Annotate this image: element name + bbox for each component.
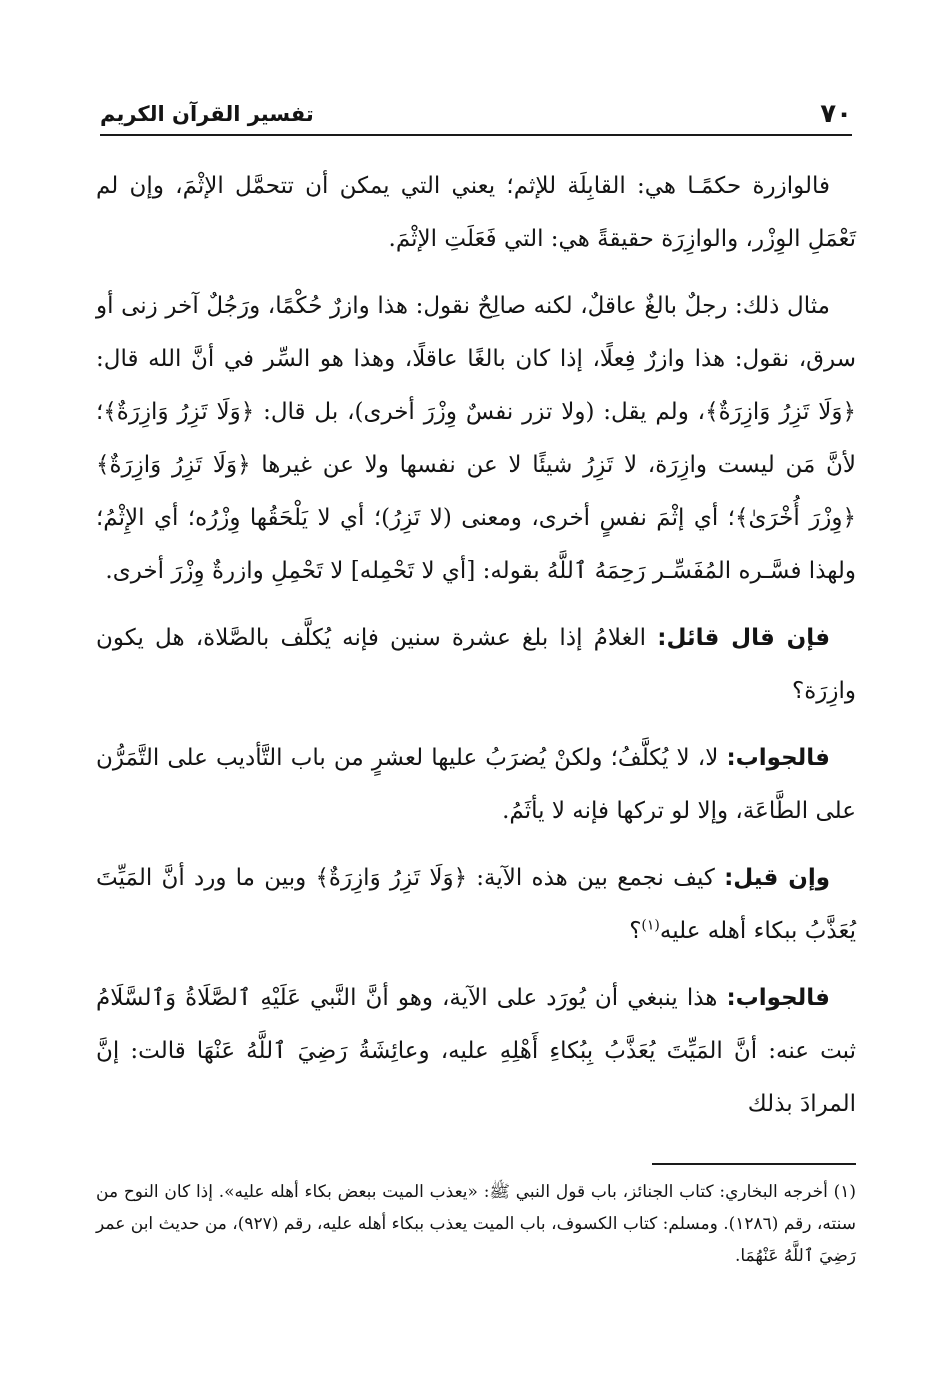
answer-paragraph	[96, 972, 856, 1131]
paragraph	[96, 160, 856, 266]
paragraph-lead: فإن قال قائل:	[657, 625, 831, 651]
header-rule	[100, 134, 852, 136]
footnote-marker[interactable]: (١)	[641, 917, 660, 934]
paragraph-lead: فالجواب:	[726, 745, 830, 771]
question-paragraph	[96, 612, 856, 718]
page-header	[100, 96, 852, 132]
paragraph-text: كيف نجمع بين هذه الآية: ﴿وَلَا تَزِرُ وَازِرَةٌ﴾ وبين ما ورد أنَّ المَيِّتَ يُعَذَّبُ ببكاء أهله عليه	[96, 865, 856, 944]
footnote: (١) أخرجه البخاري: كتاب الجنائز، باب قول النبي ﷺ: «يعذب الميت ببعض بكاء أهله عليه». إذا كان النوح من سنته، رقم (١٢٨٦). ومسلم: كتاب الكسوف، باب الميت يعذب ببكاء أهله عليه، رقم (٩٢٧)، من حديث ابن عمر رَضِيَ ٱللَّهُ عَنْهُمَا.	[96, 1182, 856, 1266]
paragraph-tail: ؟	[629, 918, 642, 944]
main-text	[96, 160, 856, 1145]
page-number: ٧٠	[820, 99, 852, 129]
running-title: تفسير القرآن الكريم	[100, 102, 314, 126]
paragraph-text: لا، لا يُكلَّفُ؛ ولكنْ يُضرَبُ عليها لعشرٍ من باب التَّأديب على التَّمَرُّن على الطَّاعَة، وإلا لو تركها فإنه لا يأثَمُ.	[96, 745, 856, 824]
question-paragraph	[96, 852, 856, 958]
paragraph-text: هذا ينبغي أن يُورَد على الآية، وهو أنَّ النَّبي عَلَيْهِ ٱلصَّلَاةُ وَٱلسَّلَامُ ثبت عنه: أنَّ المَيِّتَ يُعَذَّبُ بِبُكاءِ أَهْلِهِ عليه، وعائِشَةُ رَضِيَ ٱللَّهُ عَنْهَا قالت: إنَّ المرادَ بذلك	[96, 985, 856, 1117]
paragraph-lead: فالجواب:	[726, 985, 830, 1011]
answer-paragraph	[96, 732, 856, 838]
paragraph-text: الغلامُ إذا بلغ عشرة سنين فإنه يُكلَّف بالصَّلاة، هل يكون وازِرَة؟	[96, 625, 856, 704]
paragraph-lead: وإن قيل:	[724, 865, 831, 891]
paragraph	[96, 280, 856, 598]
footnotes	[96, 1176, 856, 1272]
footnote-rule	[652, 1163, 856, 1165]
paragraph-text: فالوازرة حكمًـا هي: القابِلَة للإثم؛ يعني التي يمكن أن تتحمَّل الإثْمَ، وإن لم تَعْمَلِ الوِزْر، والوازِرَة حقيقةً هي: التي فَعَلَتِ الإثْمَ.	[96, 173, 856, 252]
paragraph-text: مثال ذلك: رجلٌ بالغٌ عاقلٌ، لكنه صالِحٌ نقول: هذا وازرٌ حُكْمًا، ورَجُلٌ آخر زنى أو سرق، نقول: هذا وازرٌ فِعلًا، إذا كان بالغًا عاقلًا، وهذا هو السِّر في أنَّ الله قال: ﴿وَلَا تَزِرُ وَازِرَةٌ﴾، ولم يقل: (ولا تزر نفسٌ وِزْرَ أخرى)، بل قال: ﴿وَلَا تَزِرُ وَازِرَةٌ﴾؛ لأنَّ مَن ليست وازِرَة، لا تَزِرُ شيئًا لا عن نفسها ولا عن غيرها ﴿وَلَا تَزِرُ وَازِرَةٌ﴾ ﴿وِزْرَ أُخْرَىٰ﴾؛ أي إثْمَ نفسٍ أخرى، ومعنى (لا تَزِرُ)؛ أي لا يَلْحَقُها وِزْرُه؛ أي الإِثْمُ؛ ولهذا فسَّـره المُفَسِّـر رَحِمَهُ ٱللَّهُ بقوله: [أي لا تَحْمِله] لا تَحْمِلِ وازرةٌ وِزْرَ أخرى.	[96, 293, 856, 584]
